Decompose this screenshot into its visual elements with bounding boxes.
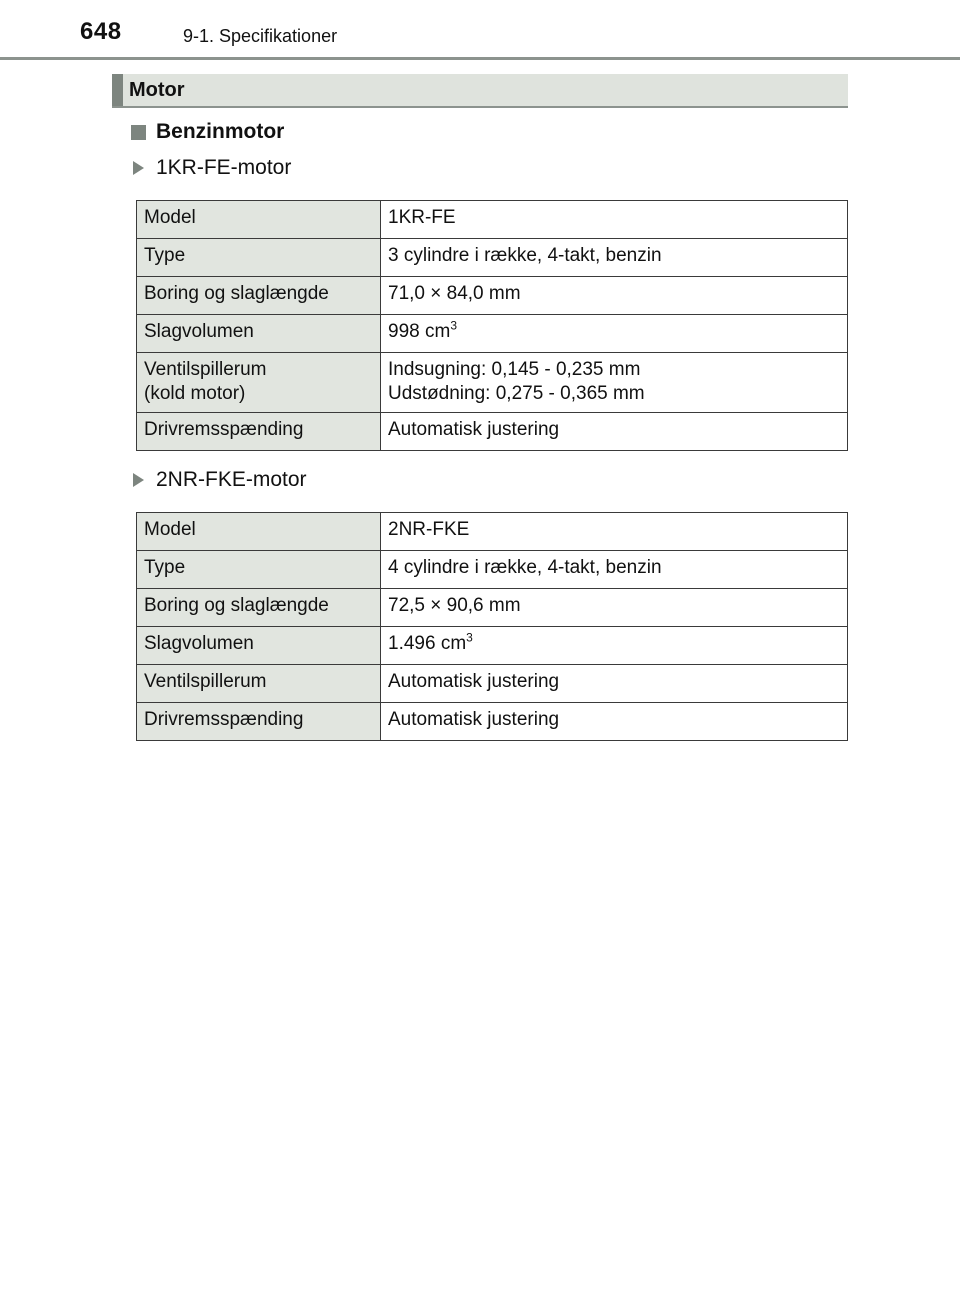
table-row (137, 201, 848, 239)
row-value: Automatisk justering (381, 413, 848, 451)
triangle-bullet-icon (133, 473, 144, 487)
row-label: Slagvolumen (137, 315, 381, 353)
value-line-1: Indsugning: 0,145 - 0,235 mm (388, 359, 641, 380)
row-value (381, 315, 848, 353)
superscript: 3 (450, 318, 457, 333)
row-value: 71,0 × 84,0 mm (381, 277, 848, 315)
table-row (137, 315, 848, 353)
value-line-2: Udstødning: 0,275 - 0,365 mm (388, 383, 645, 404)
table-row (137, 353, 848, 413)
row-value (381, 353, 848, 413)
table-row (137, 513, 848, 551)
row-value: 4 cylindre i række, 4-takt, benzin (381, 551, 848, 589)
row-value: 72,5 × 90,6 mm (381, 589, 848, 627)
subsection-heading (131, 120, 284, 144)
table-row (137, 589, 848, 627)
engine-heading-label: 1KR-FE-motor (156, 156, 292, 179)
square-bullet-icon (131, 125, 146, 140)
row-label: Type (137, 551, 381, 589)
row-label: Model (137, 201, 381, 239)
chapter-title: 9-1. Specifikationer (183, 26, 338, 46)
row-label: Drivremsspænding (137, 703, 381, 741)
section-bar (112, 74, 848, 108)
row-label: Model (137, 513, 381, 551)
table-row (137, 551, 848, 589)
row-value: Automatisk justering (381, 665, 848, 703)
value-text: 998 cm (388, 321, 451, 342)
row-value (381, 627, 848, 665)
row-value: Automatisk justering (381, 703, 848, 741)
value-text: 1.496 cm (388, 633, 467, 654)
spec-table-1kr (136, 200, 848, 451)
engine-heading-2nr (133, 468, 307, 492)
row-label: Boring og slaglængde (137, 589, 381, 627)
triangle-bullet-icon (133, 161, 144, 175)
table-row (137, 665, 848, 703)
row-value: 3 cylindre i række, 4-takt, benzin (381, 239, 848, 277)
section-title: Motor (129, 79, 185, 101)
page-number: 648 (80, 18, 122, 45)
row-label: Ventilspillerum (137, 665, 381, 703)
row-label: Drivremsspænding (137, 413, 381, 451)
table-row (137, 703, 848, 741)
header-rule (0, 57, 960, 60)
section-accent (112, 74, 123, 106)
subsection-title: Benzinmotor (156, 120, 285, 143)
row-label: Boring og slaglængde (137, 277, 381, 315)
superscript: 3 (466, 630, 473, 645)
table-row (137, 239, 848, 277)
row-label: Type (137, 239, 381, 277)
engine-heading-label: 2NR-FKE-motor (156, 468, 307, 491)
page-header (0, 0, 960, 60)
label-line-2: (kold motor) (144, 383, 246, 404)
engine-heading-1kr (133, 156, 291, 180)
table-row (137, 413, 848, 451)
row-label (137, 353, 381, 413)
row-label: Slagvolumen (137, 627, 381, 665)
row-value: 1KR-FE (381, 201, 848, 239)
table-row (137, 627, 848, 665)
spec-table-2nr (136, 512, 848, 741)
row-value: 2NR-FKE (381, 513, 848, 551)
label-line-1: Ventilspillerum (144, 359, 267, 380)
table-row (137, 277, 848, 315)
